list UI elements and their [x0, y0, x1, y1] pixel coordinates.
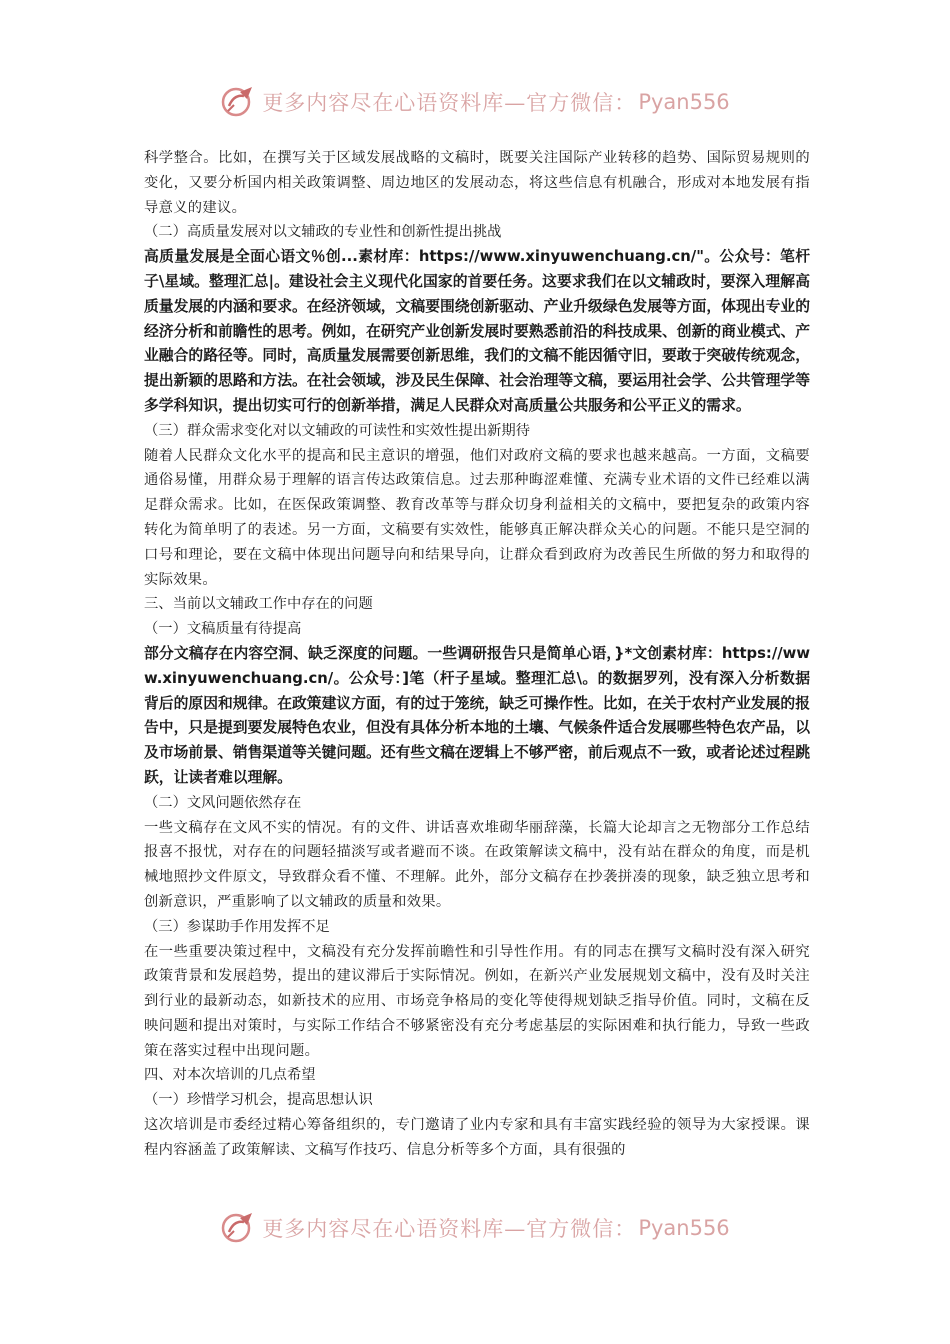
section-heading: （一）文稿质量有待提高 — [144, 621, 302, 638]
paragraph-bold: 高质量发展是全面心语文％创...素材库：https://www.xinyuwenchuang.cn/"。公众号：笔杆子\星域。整理汇总|。建设社会主义现代化国家的首要任务。这要求我们在以文辅政时，要深入理解高质量发展的内涵和要求。在经济领域，文稿要围绕创新驱动、产业升级绿色发展等方面，体现出专业的经济分析和前瞻性的思考。例如，在研究产业创新发展时要熟悉前沿的科技成果、创新的商业模式、产业融合的路径等。同时，高质量发展需要创新思维，我们的文稿不能因循守旧，要敢于突破传统观念，提出新颖的思路和方法。在社会领域，涉及民生保障、社会治理等文稿，要运用社会学、公共管理学等多学科知识，提出切实可行的创新举措，满足人民群众对高质量公共服务和公平正义的需求。 — [144, 248, 810, 414]
watermark-id: Pyan556 — [638, 90, 730, 114]
pen-logo-icon — [220, 1210, 256, 1246]
section-heading: （三）群众需求变化对以文辅政的可读性和实效性提出新期待 — [144, 422, 531, 439]
chapter-heading: 四、对本次培训的几点希望 — [144, 1067, 316, 1084]
section-heading: （二）高质量发展对以文辅政的专业性和创新性提出挑战 — [144, 224, 502, 241]
section-heading: （一）珍惜学习机会，提高思想认识 — [144, 1092, 373, 1109]
footer-watermark — [0, 1208, 950, 1248]
paragraph: 随着人民群众文化水平的提高和民主意识的增强，他们对政府文稿的要求也越来越高。一方面，文稿要通俗易懂，用群众易于理解的语言传达政策信息。过去那种晦涩难懂、充满专业术语的文件已经难以满足群众需求。比如，在医保政策调整、教育改革等与群众切身利益相关的文稿中，要把复杂的政策内容转化为简单明了的表述。另一方面，文稿要有实效性，能够真正解决群众关心的问题。不能只是空洞的口号和理论，要在文稿中体现出问题导向和结果导向，让群众看到政府为改善民生所做的努力和取得的实际效果。 — [144, 447, 810, 588]
section-heading: （三）参谋助手作用发挥不足 — [144, 918, 330, 935]
header-watermark — [0, 82, 950, 122]
section-heading: （二）文风问题依然存在 — [144, 794, 302, 811]
watermark-id: Pyan556 — [638, 1216, 730, 1240]
watermark-text: 更多内容尽在心语资料库—官方微信： — [262, 1217, 637, 1241]
paragraph: 科学整合。比如，在撰写关于区域发展战略的文稿时，既要关注国际产业转移的趋势、国际贸易规则的变化，又要分析国内相关政策调整、周边地区的发展动态，将这些信息有机融合，形成对本地发展有指导意义的建议。 — [144, 150, 810, 216]
document-body — [144, 146, 810, 1163]
paragraph: 在一些重要决策过程中，文稿没有充分发挥前瞻性和引导性作用。有的同志在撰写文稿时没有深入研究政策背景和发展趋势，提出的建议滞后于实际情况。例如，在新兴产业发展规划文稿中，没有及时关注到行业的最新动态，如新技术的应用、市场竞争格局的变化等使得规划缺乏指导价值。同时，文稿在反映问题和提出对策时，与实际工作结合不够紧密没有充分考虑基层的实际困难和执行能力，导致一些政策在落实过程中出现问题。 — [144, 943, 810, 1059]
paragraph-bold: 部分文稿存在内容空洞、缺乏深度的问题。一些调研报告只是简单心语，}*文创素材库：https://www.xinyuwenchuang.cn/。公众号：]笔（杆子星域。整理汇总\。的数据罗列，没有深入分析数据背后的原因和规律。在政策建议方面，有的过于笼统，缺乏可操作性。比如，在关于农村产业发展的报告中，只是提到要发展特色农业，但没有具体分析本地的土壤、气候条件适合发展哪些特色农产品，以及市场前景、销售渠道等关键问题。还有些文稿在逻辑上不够严密，前后观点不一致，或者论述过程跳跃，让读者难以理解。 — [144, 644, 810, 786]
watermark-text: 更多内容尽在心语资料库—官方微信： — [262, 91, 637, 115]
paragraph: 一些文稿存在文风不实的情况。有的文件、讲话喜欢堆砌华丽辞藻，长篇大论却言之无物部分工作总结报喜不报忧，对存在的问题轻描淡写或者避而不谈。在政策解读文稿中，没有站在群众的角度，而是机械地照抄文件原文，导致群众看不懂、不理解。此外，部分文稿存在抄袭拼凑的现象，缺乏独立思考和创新意识，严重影响了以文辅政的质量和效果。 — [144, 819, 810, 910]
chapter-heading: 三、当前以文辅政工作中存在的问题 — [144, 596, 373, 613]
pen-logo-icon — [220, 84, 256, 120]
paragraph: 这次培训是市委经过精心筹备组织的，专门邀请了业内专家和具有丰富实践经验的领导为大家授课。课程内容涵盖了政策解读、文稿写作技巧、信息分析等多个方面，具有很强的 — [144, 1117, 810, 1158]
